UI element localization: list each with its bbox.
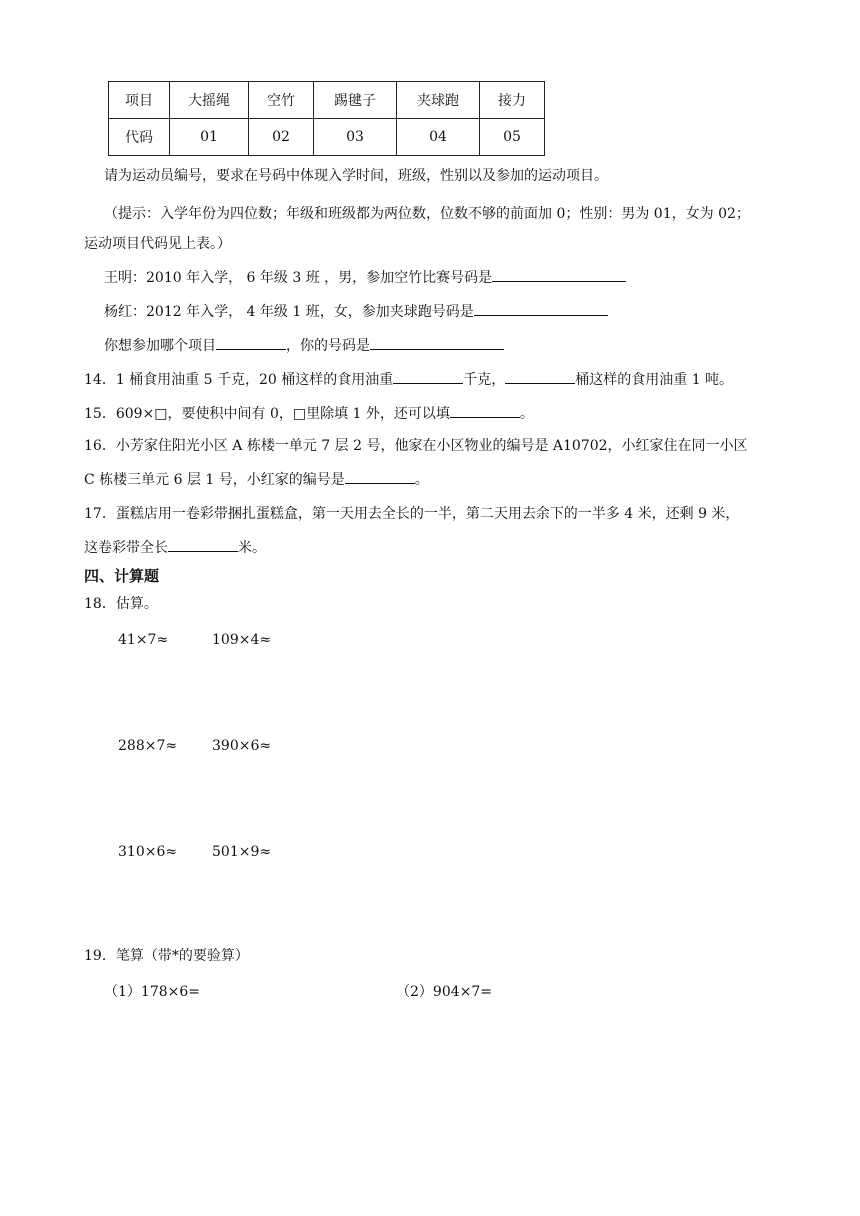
written-calc-item: （2）904×7= xyxy=(396,984,492,1000)
q17-text-a: 这卷彩带全长 xyxy=(84,540,168,556)
table-row xyxy=(109,119,545,156)
q13-yanghong-text: 杨红：2012 年入学， 4 年级 1 班，女，参加夹球跑号码是 xyxy=(104,304,474,320)
table-cell: 04 xyxy=(397,119,480,156)
question-17-line2 xyxy=(84,536,266,558)
q13-you-text-b: ，你的号码是 xyxy=(286,338,370,354)
estimate-item: 310×6≈ xyxy=(118,844,178,860)
q13-wangming xyxy=(104,266,626,288)
answer-blank[interactable] xyxy=(474,300,608,316)
answer-blank[interactable] xyxy=(370,334,504,350)
q17-text-b: 米。 xyxy=(238,540,266,556)
estimate-item: 390×6≈ xyxy=(212,738,272,754)
estimate-item: 109×4≈ xyxy=(212,632,272,648)
q13-you-text-a: 你想参加哪个项目 xyxy=(104,338,216,354)
written-calc-item: （1）178×6= xyxy=(104,984,200,1000)
estimate-item: 41×7≈ xyxy=(118,632,169,648)
section-title-calculation: 四、计算题 xyxy=(84,567,160,585)
q16-text-b: 。 xyxy=(414,472,429,488)
table-cell: 接力 xyxy=(480,82,545,119)
table-cell: 夹球跑 xyxy=(397,82,480,119)
table-cell: 大摇绳 xyxy=(170,82,249,119)
answer-blank[interactable] xyxy=(216,334,286,350)
table-cell: 代码 xyxy=(109,119,170,156)
q15-text-a: 15．609×□，要使积中间有 0，□里除填 1 外，还可以填 xyxy=(84,406,450,422)
table-cell: 空竹 xyxy=(249,82,314,119)
q13-you xyxy=(104,334,504,356)
answer-blank[interactable] xyxy=(345,468,415,484)
answer-blank[interactable] xyxy=(492,266,626,282)
question-16-line2 xyxy=(84,468,429,490)
q14-text-b: 千克， xyxy=(463,372,506,388)
question-16-line1: 16．小芳家住阳光小区 A 栋楼一单元 7 层 2 号，他家在小区物业的编号是 A10702，小红家住在同一小区 xyxy=(84,438,748,454)
question-19-title: 19．笔算（带*的要验算） xyxy=(84,948,249,964)
q13-hint-line1: （提示：入学年份为四位数；年级和班级都为两位数，位数不够的前面加 0；性别：男为 01，女为 02； xyxy=(104,206,750,222)
question-18-title: 18．估算。 xyxy=(84,596,158,612)
table-cell: 01 xyxy=(170,119,249,156)
table-cell: 05 xyxy=(480,119,545,156)
question-17-line1: 17．蛋糕店用一卷彩带捆扎蛋糕盒，第一天用去全长的一半，第二天用去余下的一半多 4 米，还剩 9 米， xyxy=(84,506,740,522)
q13-wangming-text: 王明：2010 年入学， 6 年级 3 班 ，男，参加空竹比赛号码是 xyxy=(104,270,493,286)
answer-blank[interactable] xyxy=(505,368,575,384)
table-row xyxy=(109,82,545,119)
estimate-item: 501×9≈ xyxy=(212,844,272,860)
q13-hint-line2: 运动项目代码见上表。） xyxy=(84,236,231,252)
q14-text-a: 14．1 桶食用油重 5 千克，20 桶这样的食用油重 xyxy=(84,372,394,388)
table-cell: 02 xyxy=(249,119,314,156)
table-cell: 项目 xyxy=(109,82,170,119)
q16-text-a: C 栋楼三单元 6 层 1 号，小红家的编号是 xyxy=(84,472,345,488)
table-cell: 踢毽子 xyxy=(314,82,397,119)
sport-code-table xyxy=(108,81,545,156)
question-14 xyxy=(84,368,733,390)
q13-yanghong xyxy=(104,300,608,322)
answer-blank[interactable] xyxy=(393,368,463,384)
q14-text-c: 桶这样的食用油重 1 吨。 xyxy=(575,372,734,388)
estimate-item: 288×7≈ xyxy=(118,738,178,754)
q15-text-b: 。 xyxy=(519,406,534,422)
answer-blank[interactable] xyxy=(450,402,520,418)
q13-instruction: 请为运动员编号，要求在号码中体现入学时间，班级，性别以及参加的运动项目。 xyxy=(104,168,608,184)
answer-blank[interactable] xyxy=(168,536,238,552)
question-15 xyxy=(84,402,534,424)
table-cell: 03 xyxy=(314,119,397,156)
